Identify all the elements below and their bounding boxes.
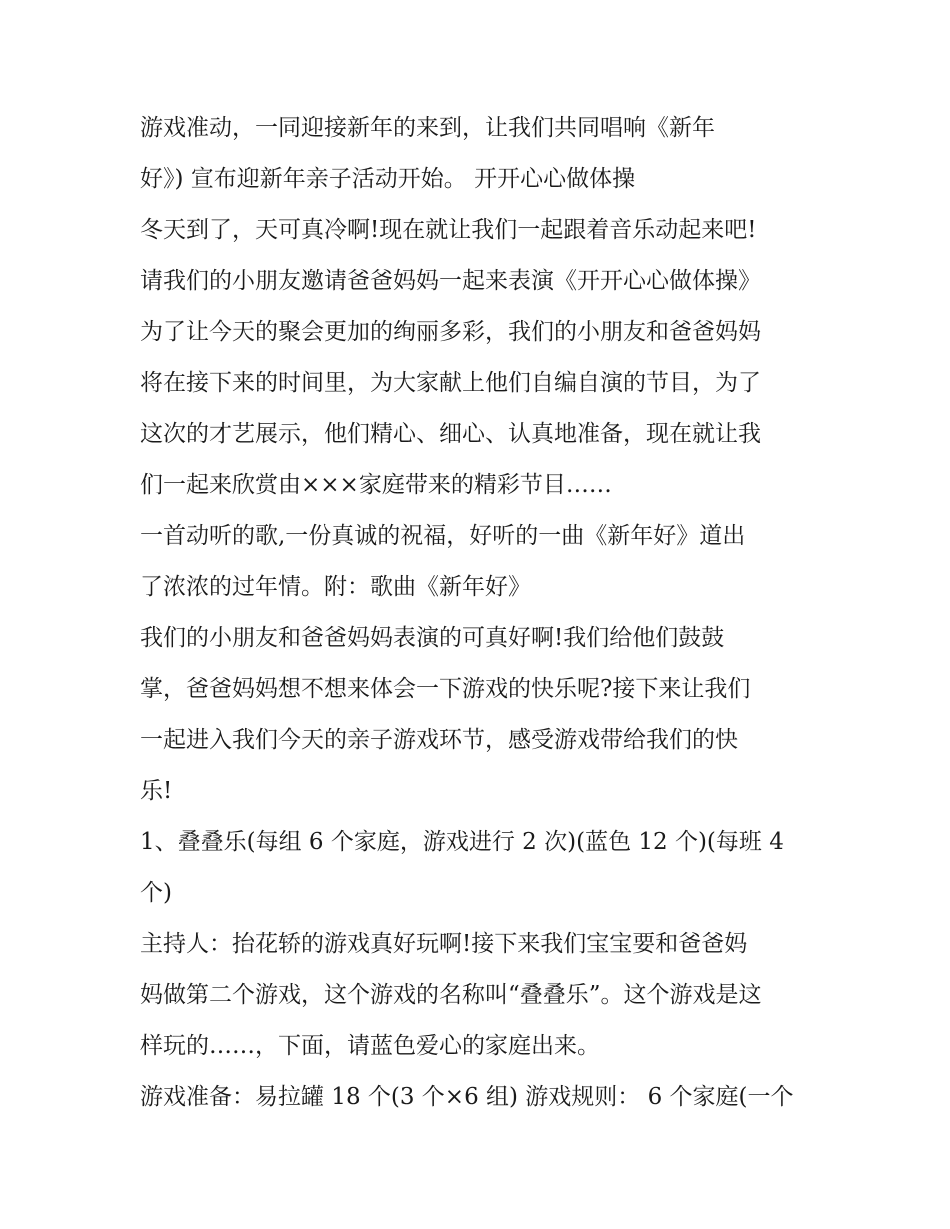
text-line: 我们的小朋友和爸爸妈妈表演的可真好啊!我们给他们鼓鼓 <box>140 625 725 651</box>
text-line: 为了让今天的聚会更加的绚丽多彩，我们的小朋友和爸爸妈妈 <box>140 319 761 345</box>
text-line: 1、叠叠乐(每组 6 个家庭，游戏进行 2 次)(蓝色 12 个)(每班 4 <box>140 829 784 855</box>
text-line: 好》) 宣布迎新年亲子活动开始。 开开心心做体操 <box>140 166 636 192</box>
text-line: 一起进入我们今天的亲子游戏环节，感受游戏带给我们的快 <box>140 727 738 753</box>
text-line: 掌，爸爸妈妈想不想来体会一下游戏的快乐呢?接下来让我们 <box>140 676 751 702</box>
text-line: 们一起来欣赏由×××家庭带来的精彩节目…… <box>140 472 612 498</box>
text-line: 主持人：抬花轿的游戏真好玩啊!接下来我们宝宝要和爸爸妈 <box>140 931 748 957</box>
text-line: 游戏准动，一同迎接新年的来到，让我们共同唱响《新年 <box>140 115 715 141</box>
text-line: 乐! <box>140 778 173 804</box>
text-line: 游戏准备：易拉罐 18 个(3 个×6 组) 游戏规则： 6 个家庭(一个 <box>140 1084 794 1110</box>
text-line: 个) <box>140 880 172 906</box>
text-line: 冬天到了，天可真冷啊!现在就让我们一起跟着音乐动起来吧! <box>140 217 757 243</box>
document-body <box>140 108 820 1128</box>
text-line: 样玩的……，下面，请蓝色爱心的家庭出来。 <box>140 1033 600 1059</box>
text-line: 一首动听的歌,一份真诚的祝福，好听的一曲《新年好》道出 <box>140 523 746 549</box>
text-line: 了浓浓的过年情。附：歌曲《新年好》 <box>140 574 531 600</box>
text-line: 妈做第二个游戏，这个游戏的名称叫“叠叠乐”。这个游戏是这 <box>140 982 762 1008</box>
text-line: 这次的才艺展示，他们精心、细心、认真地准备，现在就让我 <box>140 421 761 447</box>
text-line: 请我们的小朋友邀请爸爸妈妈一起来表演《开开心心做体操》 <box>140 268 761 294</box>
text-line: 将在接下来的时间里，为大家献上他们自编自演的节目，为了 <box>140 370 761 396</box>
